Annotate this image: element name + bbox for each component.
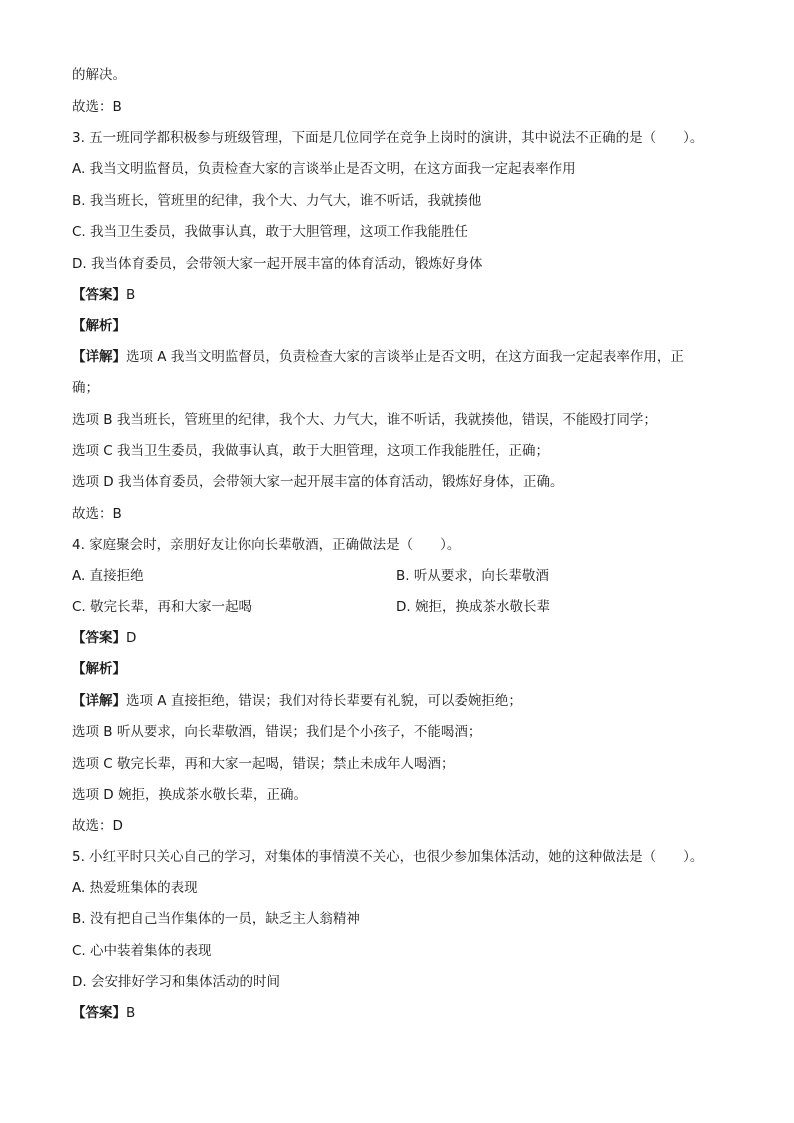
answer-line: 故选：B	[72, 99, 122, 115]
detail-line	[72, 692, 522, 710]
question-4: 4. 家庭聚会时，亲朋好友让你向长辈敬酒，正确做法是（ ）。	[72, 537, 461, 553]
option-b: B. 我当班长，管班里的纪律，我个大、力气大，谁不听话，我就揍他	[72, 193, 482, 209]
option-b: B. 没有把自己当作集体的一员，缺乏主人翁精神	[72, 911, 360, 927]
option-c: C. 我当卫生委员，我做事认真，敢于大胆管理，这项工作我能胜任	[72, 224, 469, 240]
detail-line: 选项 C 我当卫生委员，我做事认真，敢于大胆管理，这项工作我能胜任，正确；	[72, 443, 550, 459]
answer-line: 故选：D	[72, 818, 123, 834]
answer-label	[72, 629, 136, 647]
option-d: D. 我当体育委员，会带领大家一起开展丰富的体育活动，锻炼好身体	[72, 256, 483, 272]
option-b: B. 听从要求，向长辈敬酒	[396, 568, 549, 584]
detail-line: 选项 D 婉拒，换成茶水敬长辈，正确。	[72, 787, 307, 803]
detail-line	[72, 348, 684, 366]
question-5: 5. 小红平时只关心自己的学习，对集体的事情漠不关心，也很少参加集体活动，她的这种做法是（ ）。	[72, 849, 704, 865]
detail-line: 选项 B 听从要求，向长辈敬酒，错误；我们是个小孩子，不能喝酒；	[72, 724, 482, 740]
answer-value: B	[126, 287, 136, 303]
answer-tag: 【答案】	[72, 287, 126, 303]
detail-line: 选项 D 我当体育委员，会带领大家一起开展丰富的体育活动，锻炼好身体，正确。	[72, 474, 564, 490]
analysis-label	[72, 660, 126, 678]
option-a: A. 直接拒绝	[72, 568, 144, 584]
answer-tag: 【答案】	[72, 1005, 126, 1021]
detail-line: 选项 B 我当班长，管班里的纪律，我个大、力气大，谁不听话，我就揍他，错误，不能殴打同学；	[72, 412, 657, 428]
analysis-label	[72, 317, 126, 335]
detail-text: 选项 A 我当文明监督员，负责检查大家的言谈举止是否文明，在这方面我一定起表率作用，正	[126, 349, 684, 365]
option-d: D. 会安排好学习和集体活动的时间	[72, 974, 280, 990]
question-3: 3. 五一班同学都积极参与班级管理，下面是几位同学在竞争上岗时的演讲，其中说法不正确的是（ ）。	[72, 130, 704, 146]
detail-tag: 【详解】	[72, 693, 126, 709]
answer-line: 故选：B	[72, 506, 122, 522]
detail-tag: 【详解】	[72, 349, 126, 365]
answer-value: D	[126, 630, 137, 646]
text-line: 的解决。	[72, 67, 126, 83]
option-a: A. 我当文明监督员，负责检查大家的言谈举止是否文明，在这方面我一定起表率作用	[72, 161, 576, 177]
analysis-tag: 【解析】	[72, 661, 126, 677]
analysis-tag: 【解析】	[72, 318, 126, 334]
detail-line: 确；	[72, 380, 99, 396]
option-c: C. 敬完长辈，再和大家一起喝	[72, 599, 253, 615]
answer-value: B	[126, 1005, 136, 1021]
answer-tag: 【答案】	[72, 630, 126, 646]
answer-label	[72, 286, 135, 304]
detail-text: 选项 A 直接拒绝，错误；我们对待长辈要有礼貌，可以委婉拒绝；	[126, 693, 522, 709]
option-a: A. 热爱班集体的表现	[72, 880, 198, 896]
option-c: C. 心中装着集体的表现	[72, 943, 212, 959]
answer-label	[72, 1004, 135, 1022]
option-d: D. 婉拒，换成茶水敬长辈	[396, 599, 550, 615]
detail-line: 选项 C 敬完长辈，再和大家一起喝，错误；禁止未成年人喝酒；	[72, 756, 455, 772]
